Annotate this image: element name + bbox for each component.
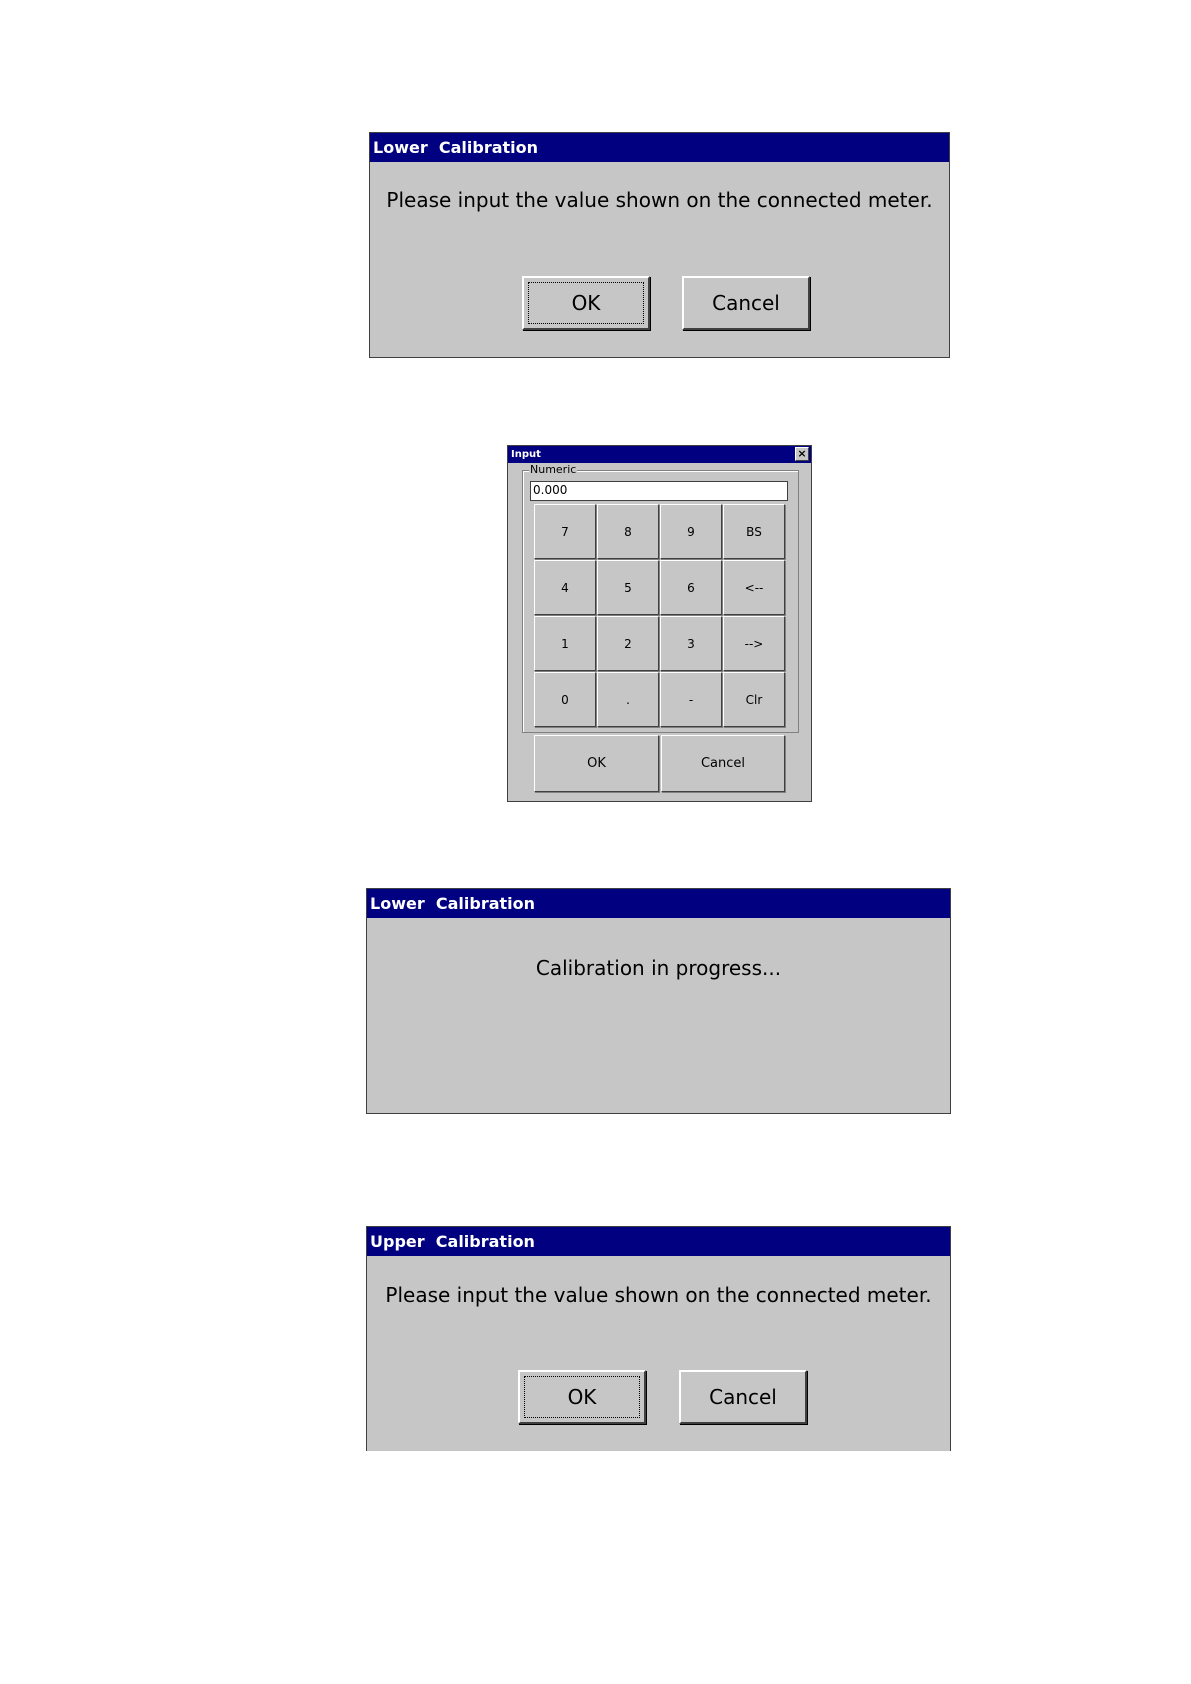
group-label: Numeric (530, 463, 577, 476)
ok-button[interactable] (534, 735, 659, 792)
dialog-title: Lower Calibration (367, 889, 950, 918)
cursor-left-key[interactable]: <-- (723, 560, 785, 615)
digit-1-key[interactable]: 1 (534, 616, 596, 671)
digit-7-key[interactable]: 7 (534, 504, 596, 559)
dialog-message: Please input the value shown on the connected meter. (385, 1283, 932, 1307)
cancel-button[interactable] (679, 1370, 807, 1424)
ok-button[interactable] (522, 276, 650, 330)
close-icon[interactable]: × (795, 447, 809, 461)
upper-calibration-dialog (366, 1226, 951, 1451)
dialog-title: Lower Calibration (370, 133, 949, 162)
digit-8-key[interactable]: 8 (597, 504, 659, 559)
dialog-title: Upper Calibration (367, 1227, 950, 1256)
digit-0-key[interactable]: 0 (534, 672, 596, 727)
cancel-button[interactable] (682, 276, 810, 330)
cursor-right-key[interactable]: --> (723, 616, 785, 671)
cancel-button-label: Cancel (709, 1385, 777, 1409)
cancel-button[interactable] (661, 735, 785, 792)
decimal-key[interactable]: . (597, 672, 659, 727)
dialog-message: Please input the value shown on the connected meter. (386, 188, 933, 212)
numeric-input-dialog (507, 445, 812, 802)
digit-6-key[interactable]: 6 (660, 560, 722, 615)
progress-message: Calibration in progress... (535, 956, 782, 980)
digit-9-key[interactable]: 9 (660, 504, 722, 559)
ok-button-label: OK (587, 756, 606, 771)
ok-button[interactable] (518, 1370, 646, 1424)
lower-calibration-dialog (369, 132, 950, 358)
clear-key[interactable]: Clr (723, 672, 785, 727)
calibration-progress-dialog (366, 888, 951, 1114)
digit-5-key[interactable]: 5 (597, 560, 659, 615)
backspace-key[interactable]: BS (723, 504, 785, 559)
cancel-button-label: Cancel (712, 291, 780, 315)
digit-4-key[interactable]: 4 (534, 560, 596, 615)
digit-3-key[interactable]: 3 (660, 616, 722, 671)
digit-2-key[interactable]: 2 (597, 616, 659, 671)
dialog-title: Input (511, 449, 541, 460)
ok-button-label: OK (571, 291, 601, 315)
ok-button-label: OK (567, 1385, 597, 1409)
cancel-button-label: Cancel (700, 756, 746, 771)
numeric-groupbox (522, 463, 799, 733)
minus-key[interactable]: - (660, 672, 722, 727)
numeric-value-field[interactable]: 0.000 (530, 481, 788, 501)
